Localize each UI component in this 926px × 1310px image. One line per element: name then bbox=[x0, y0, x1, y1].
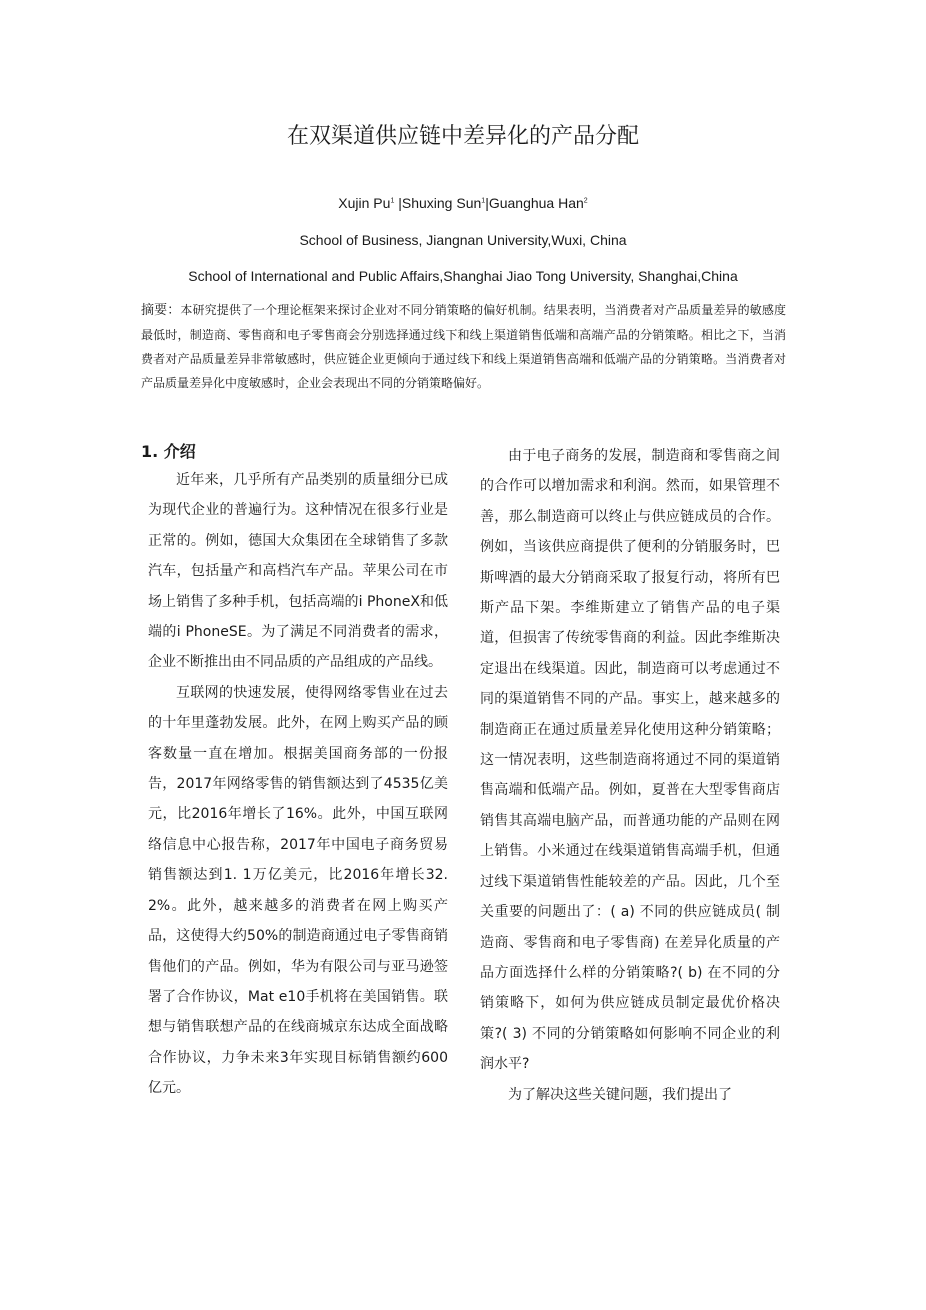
affiliation-mark: 2 bbox=[583, 197, 588, 205]
author-name: Shuxing Sun bbox=[401, 195, 482, 211]
author-name: Guanghua Han bbox=[488, 195, 584, 211]
affiliation-mark: 1 bbox=[481, 197, 486, 205]
abstract bbox=[141, 298, 786, 395]
abstract-text: 本研究提供了一个理论框架来探讨企业对不同分销策略的偏好机制。结果表明，当消费者对产品质量差异的敏感度最低时，制造商、零售商和电子零售商会分别选择通过线下和线上渠道销售低端和高端产品的分销策略。相比之下，当消费者对产品质量差异非常敏感时，供应链企业更倾向于通过线下和线上渠道销售高端和低端产品的分销策略。当消费者对产品质量差异化中度敏感时，企业会表现出不同的分销策略偏好。 bbox=[141, 303, 786, 390]
body-paragraph: 为了解决这些关键问题，我们提出了 bbox=[508, 1086, 732, 1103]
affiliation-1: School of Business, Jiangnan University,Wuxi, China bbox=[299, 232, 627, 248]
author-name: Xujin Pu bbox=[338, 195, 391, 211]
body-paragraph: 由于电子商务的发展，制造商和零售商之间的合作可以增加需求和利润。然而，如果管理不善，那么制造商可以终止与供应链成员的合作。例如，当该供应商提供了便利的分销服务时，巴斯啤酒的最大分销商采取了报复行动，将所有巴斯产品下架。李维斯建立了销售产品的电子渠道，但损害了传统零售商的利益。因此李维斯决定退出在线渠道。因此，制造商可以考虑通过不同的渠道销售不同的产品。事实上，越来越多的制造商正在通过质量差异化使用这种分销策略；这一情况表明，这些制造商将通过不同的渠道销售高端和低端产品。例如，夏普在大型零售商店销售其高端电脑产品，而普通功能的产品则在网上销售。小米通过在线渠道销售高端手机，但通过线下渠道销售性能较差的产品。因此，几个至关重要的问题出了：( a) 不同的供应链成员( 制造商、零售商和电子零售商) 在差异化质量的产品方面选择什么样的分销策略?( b) 在不同的分销策略下，如何为供应链成员制定最优价格决策?( 3) 不同的分销策略如何影响不同企业的利润水平? bbox=[480, 448, 780, 1073]
left-column bbox=[141, 439, 448, 1104]
body-paragraph: 近年来，几乎所有产品类别的质量细分已成为现代企业的普遍行为。这种情况在很多行业是正常的。例如，德国大众集团在全球销售了多款汽车，包括量产和高档汽车产品。苹果公司在市场上销售了多种手机，包括高端的i PhoneX和低端的i PhoneSE。为了满足不同消费者的需求，企业不断推出由不同品质的产品组成的产品线。 bbox=[148, 472, 448, 671]
section-heading: 1. 介绍 bbox=[141, 442, 196, 461]
right-column bbox=[480, 439, 780, 1110]
author-separator: | bbox=[485, 195, 489, 211]
author-list bbox=[0, 193, 926, 213]
paper-title: 在双渠道供应链中差异化的产品分配 bbox=[286, 124, 639, 149]
body-paragraph: 互联网的快速发展，使得网络零售业在过去的十年里蓬勃发展。此外，在网上购买产品的顾客数量一直在增加。根据美国商务部的一份报告，2017年网络零售的销售额达到了4535亿美元，比2016年增长了16%。此外，中国互联网络信息中心报告称，2017年中国电子商务贸易销售额达到1. 1万亿美元，比2016年增长32. 2%。此外，越来越多的消费者在网上购买产品，这使得大约50%的制造商通过电子零售商销售他们的产品。例如，华为有限公司与亚马逊签署了合作协议，Mat e10手机将在美国销售。联想与销售联想产品的在线商城京东达成全面战略合作协议，力争未来3年实现目标销售额约600亿元。 bbox=[148, 684, 448, 1097]
affiliation-2: School of International and Public Affairs,Shanghai Jiao Tong University, Shanghai,China bbox=[188, 268, 738, 284]
affiliation-mark: 1 bbox=[390, 197, 395, 205]
abstract-label: 摘要： bbox=[141, 303, 181, 318]
author-separator: | bbox=[394, 195, 402, 211]
